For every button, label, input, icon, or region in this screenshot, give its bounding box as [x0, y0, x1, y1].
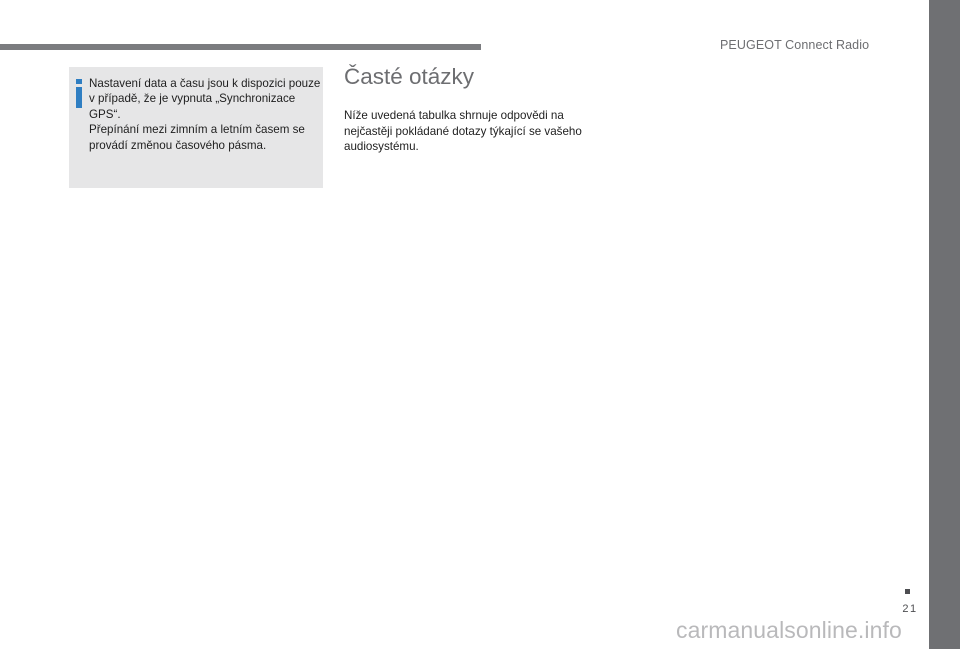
section-intro-text: Níže uvedená tabulka shrnuje odpovědi na nejčastěji pokládané dotazy týkající se vašeho audiosystému.	[344, 109, 582, 154]
page-marker	[905, 589, 910, 594]
document-title: PEUGEOT Connect Radio	[720, 38, 870, 52]
section-heading: Časté otázky	[344, 64, 475, 89]
info-note-text	[89, 76, 321, 153]
info-icon	[75, 79, 83, 109]
info-paragraph: Nastavení data a času jsou k dispozici pouze v případě, že je vypnuta „Synchronizace GPS“.	[89, 77, 321, 121]
watermark: carmanualsonline.info	[676, 617, 902, 643]
header-rule	[0, 44, 481, 50]
page-number: 21	[902, 603, 918, 615]
info-paragraph: Přepínání mezi zimním a letním časem se provádí změnou časového pásma.	[89, 123, 305, 152]
side-band	[929, 0, 960, 649]
info-note	[69, 67, 323, 188]
